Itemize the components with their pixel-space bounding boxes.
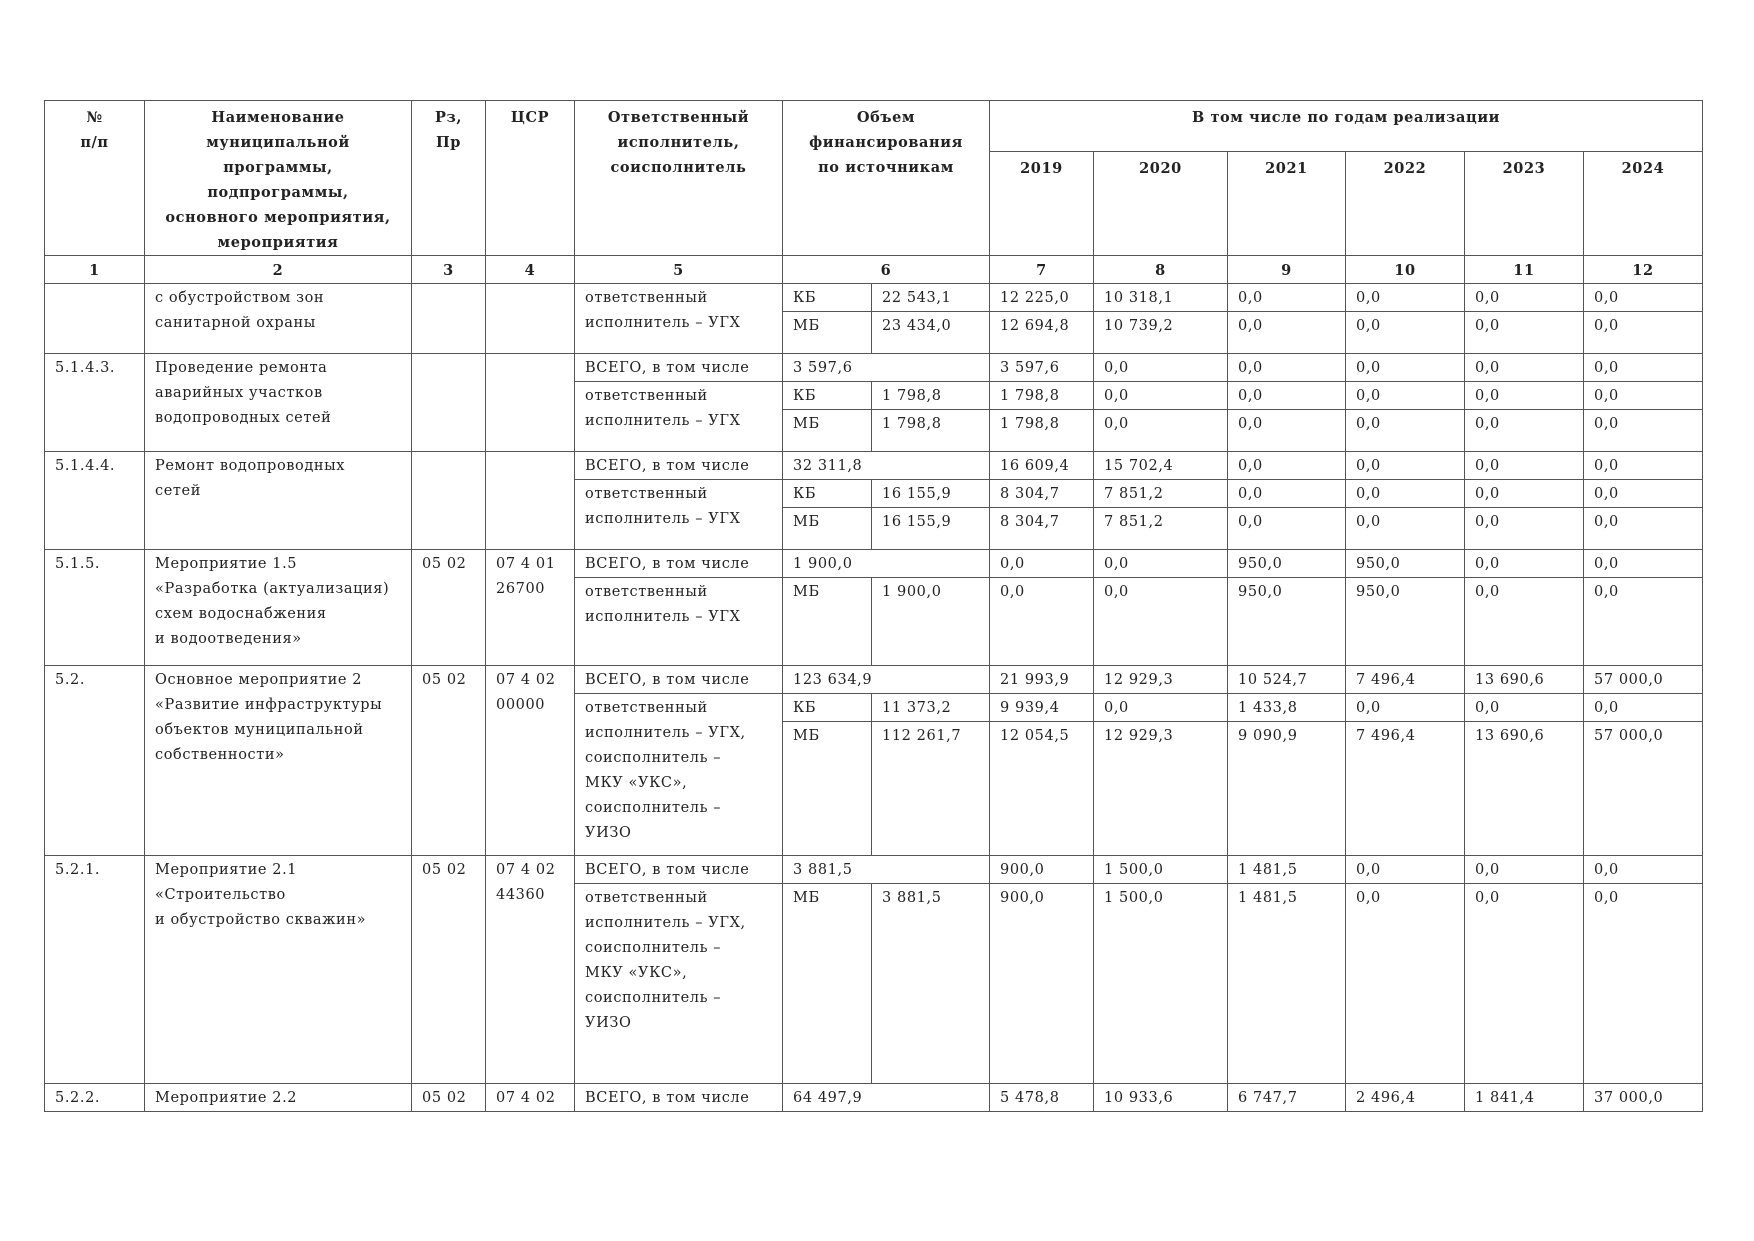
item-name: Мероприятие 2.1 «Строительство и обустройство скважин» (145, 856, 412, 1084)
year-value: 0,0 (1465, 284, 1584, 312)
funding-source: МБ (783, 722, 872, 856)
total-year-value: 0,0 (1465, 452, 1584, 480)
year-value: 0,0 (1584, 382, 1703, 410)
year-value: 950,0 (1228, 578, 1346, 666)
year-value: 12 225,0 (990, 284, 1094, 312)
executor: ответственный исполнитель – УГХ (575, 578, 783, 666)
item-name: Ремонт водопроводных сетей (145, 452, 412, 550)
year-value: 0,0 (1465, 410, 1584, 452)
column-number-11: 11 (1465, 256, 1584, 284)
year-value: 0,0 (1465, 480, 1584, 508)
year-value: 13 690,6 (1465, 722, 1584, 856)
total-label: ВСЕГО, в том числе (575, 452, 783, 480)
funding-source: КБ (783, 382, 872, 410)
total-sum: 1 900,0 (783, 550, 990, 578)
item-name: с обустройством зон санитарной охраны (145, 284, 412, 354)
year-value: 0,0 (1346, 284, 1465, 312)
year-value: 1 798,8 (990, 382, 1094, 410)
executor: ответственный исполнитель – УГХ, соисполнитель – МКУ «УКС», соисполнитель – УИЗО (575, 694, 783, 856)
header-year-2023: 2023 (1465, 152, 1584, 256)
header-year-2019: 2019 (990, 152, 1094, 256)
total-year-value: 7 496,4 (1346, 666, 1465, 694)
total-year-value: 10 933,6 (1094, 1084, 1228, 1112)
funding-sum: 16 155,9 (872, 480, 990, 508)
year-value: 1 798,8 (990, 410, 1094, 452)
item-name: Мероприятие 1.5 «Разработка (актуализация) схем водоснабжения и водоотведения» (145, 550, 412, 666)
funding-source: МБ (783, 312, 872, 354)
total-sum: 3 597,6 (783, 354, 990, 382)
total-year-value: 1 500,0 (1094, 856, 1228, 884)
funding-sum: 1 798,8 (872, 410, 990, 452)
year-value: 0,0 (1228, 382, 1346, 410)
total-year-value: 0,0 (1228, 354, 1346, 382)
year-value: 9 090,9 (1228, 722, 1346, 856)
header-name: Наименование муниципальной программы, подпрограммы, основного мероприятия, мероприятия (145, 101, 412, 256)
total-sum: 32 311,8 (783, 452, 990, 480)
item-csr (486, 284, 575, 354)
funding-sum: 22 543,1 (872, 284, 990, 312)
column-number-5: 5 (575, 256, 783, 284)
year-value: 9 939,4 (990, 694, 1094, 722)
total-year-value: 900,0 (990, 856, 1094, 884)
header-num: № п/п (45, 101, 145, 256)
total-year-value: 0,0 (1094, 550, 1228, 578)
year-value: 0,0 (1346, 312, 1465, 354)
financing-table (44, 100, 1703, 1112)
item-rzpr (412, 354, 486, 452)
executor: ответственный исполнитель – УГХ (575, 284, 783, 354)
total-year-value: 3 597,6 (990, 354, 1094, 382)
funding-sum: 112 261,7 (872, 722, 990, 856)
executor: ответственный исполнитель – УГХ (575, 382, 783, 452)
total-year-value: 0,0 (1346, 856, 1465, 884)
funding-source: КБ (783, 480, 872, 508)
total-label: ВСЕГО, в том числе (575, 666, 783, 694)
header-rzpr: Рз, Пр (412, 101, 486, 256)
table-row (45, 354, 1703, 382)
total-sum: 3 881,5 (783, 856, 990, 884)
total-year-value: 0,0 (1346, 354, 1465, 382)
year-value: 0,0 (1584, 694, 1703, 722)
total-label: ВСЕГО, в том числе (575, 550, 783, 578)
year-value: 8 304,7 (990, 508, 1094, 550)
column-number-12: 12 (1584, 256, 1703, 284)
table-row (45, 284, 1703, 312)
column-number-1: 1 (45, 256, 145, 284)
total-year-value: 0,0 (1465, 354, 1584, 382)
funding-sum: 16 155,9 (872, 508, 990, 550)
total-year-value: 2 496,4 (1346, 1084, 1465, 1112)
item-csr (486, 452, 575, 550)
year-value: 0,0 (1584, 312, 1703, 354)
funding-source: КБ (783, 694, 872, 722)
year-value: 10 739,2 (1094, 312, 1228, 354)
year-value: 7 851,2 (1094, 480, 1228, 508)
item-number: 5.2. (45, 666, 145, 856)
column-number-4: 4 (486, 256, 575, 284)
funding-source: МБ (783, 578, 872, 666)
item-number: 5.2.2. (45, 1084, 145, 1112)
funding-sum: 1 798,8 (872, 382, 990, 410)
total-year-value: 12 929,3 (1094, 666, 1228, 694)
year-value: 0,0 (1346, 694, 1465, 722)
table-row (45, 856, 1703, 884)
header-years-group: В том числе по годам реализации (990, 101, 1703, 152)
total-year-value: 950,0 (1228, 550, 1346, 578)
year-value: 0,0 (1465, 508, 1584, 550)
total-sum: 64 497,9 (783, 1084, 990, 1112)
total-year-value: 6 747,7 (1228, 1084, 1346, 1112)
year-value: 0,0 (1584, 578, 1703, 666)
year-value: 0,0 (1465, 382, 1584, 410)
header-year-2021: 2021 (1228, 152, 1346, 256)
column-number-7: 7 (990, 256, 1094, 284)
item-csr: 07 4 02 (486, 1084, 575, 1112)
column-number-2: 2 (145, 256, 412, 284)
item-csr: 07 4 02 44360 (486, 856, 575, 1084)
item-name: Проведение ремонта аварийных участков водопроводных сетей (145, 354, 412, 452)
table-row (45, 550, 1703, 578)
total-sum: 123 634,9 (783, 666, 990, 694)
year-value: 10 318,1 (1094, 284, 1228, 312)
header-year-2020: 2020 (1094, 152, 1228, 256)
year-value: 0,0 (1346, 508, 1465, 550)
column-number-3: 3 (412, 256, 486, 284)
executor: ответственный исполнитель – УГХ (575, 480, 783, 550)
item-number: 5.1.4.3. (45, 354, 145, 452)
table-row (45, 1084, 1703, 1112)
year-value: 900,0 (990, 884, 1094, 1084)
total-year-value: 1 841,4 (1465, 1084, 1584, 1112)
year-value: 0,0 (1346, 480, 1465, 508)
year-value: 0,0 (1584, 410, 1703, 452)
item-number: 5.1.4.4. (45, 452, 145, 550)
year-value: 0,0 (1346, 884, 1465, 1084)
header-csr: ЦСР (486, 101, 575, 256)
item-rzpr (412, 284, 486, 354)
total-year-value: 5 478,8 (990, 1084, 1094, 1112)
total-year-value: 0,0 (1465, 550, 1584, 578)
year-value: 12 054,5 (990, 722, 1094, 856)
column-number-8: 8 (1094, 256, 1228, 284)
year-value: 7 851,2 (1094, 508, 1228, 550)
header-year-2022: 2022 (1346, 152, 1465, 256)
executor: ответственный исполнитель – УГХ, соисполнитель – МКУ «УКС», соисполнитель – УИЗО (575, 884, 783, 1084)
total-year-value: 16 609,4 (990, 452, 1094, 480)
funding-sum: 1 900,0 (872, 578, 990, 666)
header-year-2024: 2024 (1584, 152, 1703, 256)
year-value: 0,0 (1228, 480, 1346, 508)
year-value: 0,0 (990, 578, 1094, 666)
total-year-value: 0,0 (1094, 354, 1228, 382)
funding-sum: 23 434,0 (872, 312, 990, 354)
total-label: ВСЕГО, в том числе (575, 354, 783, 382)
column-number-10: 10 (1346, 256, 1465, 284)
funding-sum: 3 881,5 (872, 884, 990, 1084)
total-year-value: 0,0 (1584, 550, 1703, 578)
item-name: Основное мероприятие 2 «Развитие инфраструктуры объектов муниципальной собственности» (145, 666, 412, 856)
year-value: 0,0 (1094, 578, 1228, 666)
year-value: 1 500,0 (1094, 884, 1228, 1084)
table-row (45, 666, 1703, 694)
column-number-6: 6 (783, 256, 990, 284)
item-number (45, 284, 145, 354)
total-year-value: 15 702,4 (1094, 452, 1228, 480)
total-year-value: 0,0 (1584, 452, 1703, 480)
header-volume: Объем финансирования по источникам (783, 101, 990, 256)
year-value: 0,0 (1465, 694, 1584, 722)
year-value: 0,0 (1228, 284, 1346, 312)
year-value: 0,0 (1228, 312, 1346, 354)
total-year-value: 0,0 (990, 550, 1094, 578)
year-value: 7 496,4 (1346, 722, 1465, 856)
year-value: 950,0 (1346, 578, 1465, 666)
total-year-value: 0,0 (1584, 354, 1703, 382)
year-value: 0,0 (1346, 382, 1465, 410)
total-year-value: 37 000,0 (1584, 1084, 1703, 1112)
year-value: 12 694,8 (990, 312, 1094, 354)
total-year-value: 10 524,7 (1228, 666, 1346, 694)
total-year-value: 13 690,6 (1465, 666, 1584, 694)
year-value: 0,0 (1228, 410, 1346, 452)
item-number: 5.1.5. (45, 550, 145, 666)
funding-source: МБ (783, 410, 872, 452)
year-value: 0,0 (1584, 284, 1703, 312)
table-row (45, 452, 1703, 480)
item-rzpr (412, 452, 486, 550)
total-year-value: 0,0 (1228, 452, 1346, 480)
year-value: 0,0 (1465, 312, 1584, 354)
year-value: 0,0 (1584, 480, 1703, 508)
item-rzpr: 05 02 (412, 856, 486, 1084)
funding-source: МБ (783, 884, 872, 1084)
year-value: 57 000,0 (1584, 722, 1703, 856)
year-value: 0,0 (1094, 382, 1228, 410)
year-value: 0,0 (1584, 884, 1703, 1084)
total-year-value: 57 000,0 (1584, 666, 1703, 694)
total-year-value: 0,0 (1346, 452, 1465, 480)
header-executor: Ответственный исполнитель, соисполнитель (575, 101, 783, 256)
column-number-9: 9 (1228, 256, 1346, 284)
funding-source: МБ (783, 508, 872, 550)
item-rzpr: 05 02 (412, 1084, 486, 1112)
year-value: 0,0 (1465, 884, 1584, 1084)
item-csr: 07 4 02 00000 (486, 666, 575, 856)
year-value: 0,0 (1094, 694, 1228, 722)
total-label: ВСЕГО, в том числе (575, 1084, 783, 1112)
item-rzpr: 05 02 (412, 666, 486, 856)
total-year-value: 0,0 (1465, 856, 1584, 884)
total-year-value: 950,0 (1346, 550, 1465, 578)
item-csr: 07 4 01 26700 (486, 550, 575, 666)
item-number: 5.2.1. (45, 856, 145, 1084)
year-value: 12 929,3 (1094, 722, 1228, 856)
year-value: 0,0 (1094, 410, 1228, 452)
year-value: 1 481,5 (1228, 884, 1346, 1084)
year-value: 0,0 (1584, 508, 1703, 550)
total-year-value: 0,0 (1584, 856, 1703, 884)
year-value: 0,0 (1465, 578, 1584, 666)
funding-sum: 11 373,2 (872, 694, 990, 722)
year-value: 1 433,8 (1228, 694, 1346, 722)
year-value: 0,0 (1346, 410, 1465, 452)
year-value: 0,0 (1228, 508, 1346, 550)
total-year-value: 21 993,9 (990, 666, 1094, 694)
item-name: Мероприятие 2.2 (145, 1084, 412, 1112)
funding-source: КБ (783, 284, 872, 312)
total-label: ВСЕГО, в том числе (575, 856, 783, 884)
total-year-value: 1 481,5 (1228, 856, 1346, 884)
year-value: 8 304,7 (990, 480, 1094, 508)
item-csr (486, 354, 575, 452)
item-rzpr: 05 02 (412, 550, 486, 666)
